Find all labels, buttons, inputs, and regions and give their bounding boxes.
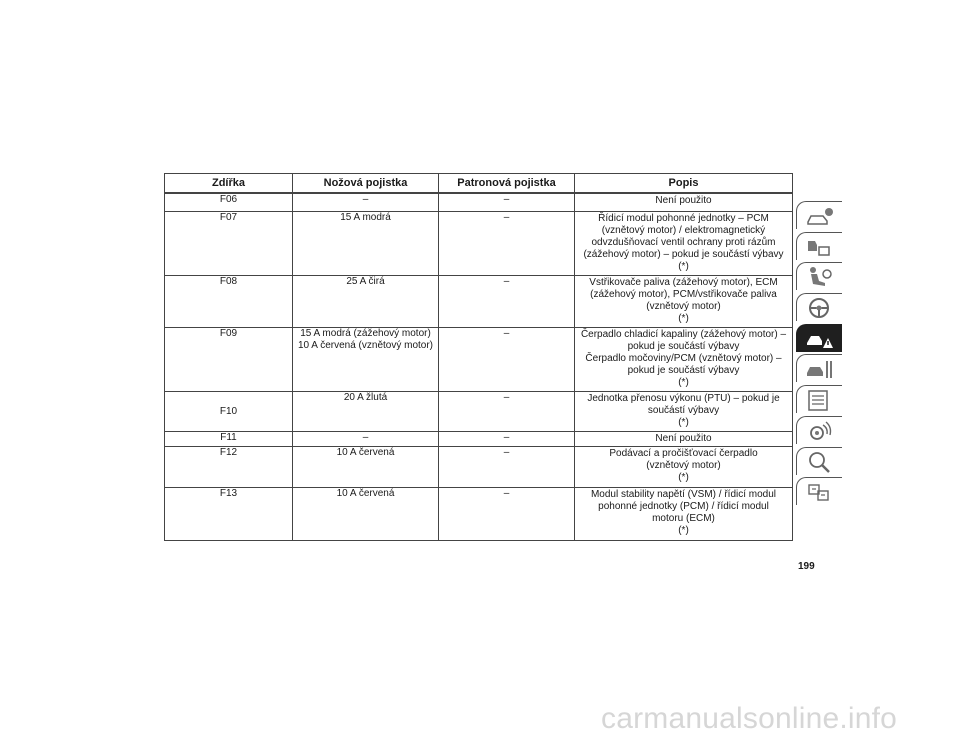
- cell-description: [575, 212, 793, 276]
- blade-line: 10 A červená: [336, 488, 395, 499]
- description-line: (*): [678, 313, 689, 324]
- description-line: (*): [678, 417, 689, 428]
- table-row: [165, 432, 793, 447]
- chapter-tabs: [796, 201, 842, 508]
- chapter-tab-driving[interactable]: [796, 293, 842, 321]
- cell-description: [575, 488, 793, 541]
- table-row: [165, 392, 793, 432]
- cell-slot: F09: [165, 328, 293, 392]
- chapter-tab-dashboard[interactable]: [796, 201, 842, 229]
- table-row: [165, 488, 793, 541]
- cell-blade: –: [293, 193, 439, 212]
- description-line: (*): [678, 525, 689, 536]
- description-line: motoru (ECM): [652, 513, 715, 524]
- cell-blade: [293, 447, 439, 488]
- blade-line: 10 A červená: [336, 447, 395, 458]
- car-service-wrench-icon: [805, 357, 835, 381]
- car-dashboard-icon: [805, 204, 835, 228]
- watermark: carmanualsonline.info: [601, 702, 898, 735]
- cell-slot: F12: [165, 447, 293, 488]
- cell-cartridge: –: [439, 212, 575, 276]
- header-description: Popis: [575, 174, 793, 194]
- table-row: [165, 447, 793, 488]
- description-line: (zážehový motor), PCM/vstřikovače paliva: [590, 289, 777, 300]
- steering-wheel-icon: [805, 296, 835, 320]
- description-line: (vznětový motor): [646, 301, 721, 312]
- blade-line: 15 A modrá: [340, 212, 391, 223]
- description-line: Modul stability napětí (VSM) / řídicí modul: [590, 489, 777, 500]
- chapter-tab-safety[interactable]: [796, 262, 842, 290]
- description-line: (*): [678, 377, 689, 388]
- cell-cartridge: –: [439, 392, 575, 432]
- blade-line: 15 A modrá (zážehový motor): [300, 328, 431, 339]
- header-slot: Zdířka: [165, 174, 293, 194]
- table-row: [165, 276, 793, 328]
- cell-blade: [293, 488, 439, 541]
- cell-slot: F07: [165, 212, 293, 276]
- chapter-tab-warnings[interactable]: [796, 232, 842, 260]
- cell-cartridge: –: [439, 193, 575, 212]
- cell-description: [575, 276, 793, 328]
- description-line: Podávací a pročišťovací čerpadlo: [609, 448, 758, 459]
- cell-blade: [293, 328, 439, 392]
- cell-description: [575, 328, 793, 392]
- chapter-tab-languages[interactable]: [796, 477, 842, 505]
- description-line: (vznětový motor): [646, 460, 721, 471]
- cell-description: [575, 447, 793, 488]
- description-line: Vstřikovače paliva (zážehový motor), ECM: [589, 277, 778, 288]
- cell-slot: F10: [165, 392, 293, 432]
- description-line: Řídicí modul pohonné jednotky – PCM: [598, 213, 769, 224]
- cell-slot: F13: [165, 488, 293, 541]
- description-line: Čerpadlo močoviny/PCM (vznětový motor) –: [585, 353, 782, 364]
- cell-slot: F08: [165, 276, 293, 328]
- description-line: součástí výbavy: [647, 405, 720, 416]
- airbag-passenger-icon: [805, 265, 835, 289]
- blade-line: 10 A červená (vznětový motor): [297, 340, 434, 351]
- multimedia-icon: [805, 419, 835, 443]
- cell-blade: [293, 432, 439, 447]
- specifications-list-icon: [805, 388, 835, 412]
- description-line: pohonné jednotky (PCM) / řídicí modul: [598, 501, 769, 512]
- cell-slot: F11: [165, 432, 293, 447]
- cell-slot: F06: [165, 193, 293, 212]
- blade-line: –: [362, 432, 369, 443]
- chapter-tab-service[interactable]: [796, 354, 842, 382]
- chapter-tab-multimedia[interactable]: [796, 416, 842, 444]
- cell-cartridge: –: [439, 432, 575, 447]
- description-line: (zážehový motor) – pokud je součástí výbavy: [583, 249, 784, 260]
- cell-description: [575, 432, 793, 447]
- warning-triangle-car-icon: [805, 327, 835, 351]
- description-line: Není použito: [655, 195, 712, 206]
- header-cartridge-fuse: Patronová pojistka: [439, 174, 575, 194]
- description-line: (vznětový motor) / elektromagnetický: [601, 225, 766, 236]
- description-line: odvzdušňovací ventil ochrany proti rázům: [591, 237, 776, 248]
- description-line: Čerpadlo chladicí kapaliny (zážehový motor) –: [580, 329, 787, 340]
- description-line: (*): [678, 472, 689, 483]
- cell-description: [575, 392, 793, 432]
- description-line: (*): [678, 261, 689, 272]
- description-line: Není použito: [655, 433, 712, 444]
- table-header-row: [165, 174, 793, 194]
- table-row: [165, 212, 793, 276]
- description-line: pokud je součástí výbavy: [627, 341, 740, 352]
- cell-blade: [293, 392, 439, 432]
- cell-blade: [293, 212, 439, 276]
- cell-description: [575, 193, 793, 212]
- chapter-tab-index[interactable]: [796, 447, 842, 475]
- cell-cartridge: –: [439, 328, 575, 392]
- blade-line: 25 A čirá: [346, 276, 385, 287]
- car-warning-icon: [805, 235, 835, 259]
- table-row: [165, 328, 793, 392]
- cell-cartridge: –: [439, 276, 575, 328]
- language-icon: [805, 480, 835, 504]
- page-number: 199: [798, 561, 815, 572]
- cell-cartridge: –: [439, 447, 575, 488]
- fuse-table: [164, 173, 793, 541]
- cell-cartridge: –: [439, 488, 575, 541]
- search-index-icon: [805, 450, 835, 474]
- cell-blade: [293, 276, 439, 328]
- description-line: Jednotka přenosu výkonu (PTU) – pokud je: [587, 393, 780, 404]
- chapter-tab-emergency[interactable]: [796, 324, 842, 352]
- header-blade-fuse: Nožová pojistka: [293, 174, 439, 194]
- blade-line: 20 A žlutá: [343, 392, 388, 403]
- table-row: [165, 193, 793, 212]
- description-line: pokud je součástí výbavy: [627, 365, 740, 376]
- chapter-tab-specs[interactable]: [796, 385, 842, 413]
